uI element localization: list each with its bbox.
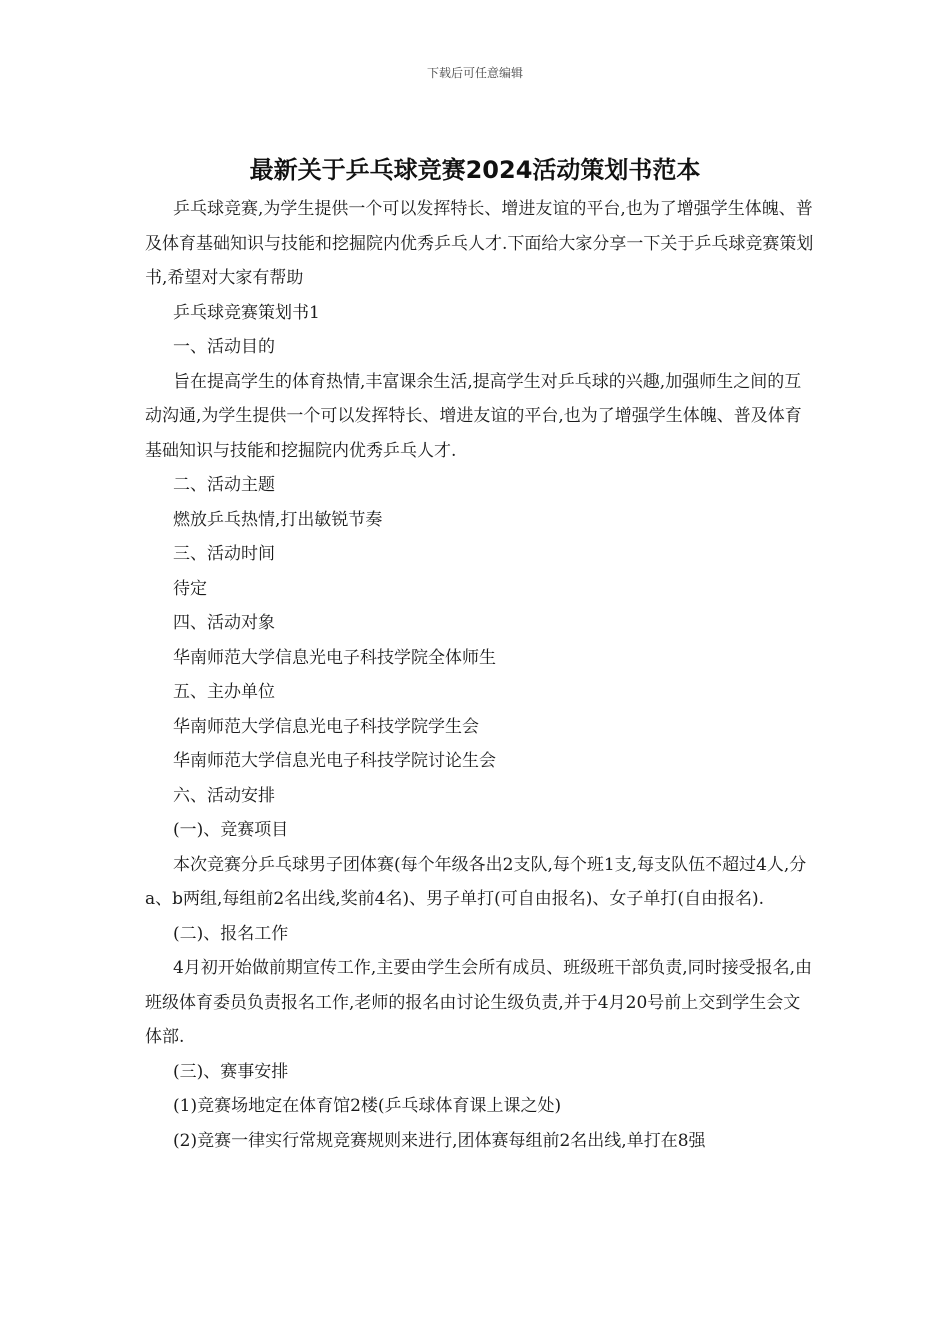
paragraph: 本次竞赛分乒乓球男子团体赛(每个年级各出2支队,每个班1支,每支队伍不超过4人,分a、b两组,每组前2名出线,奖前4名)、男子单打(可自由报名)、女子单打(自由报名). (145, 854, 807, 909)
document-title: 最新关于乒乓球竞赛2024活动策划书范本 (249, 156, 701, 184)
section-heading: 二、活动主题 (173, 475, 275, 495)
paragraph: 华南师范大学信息光电子科技学院学生会 (173, 716, 479, 737)
list-item: (2)竞赛一律实行常规竞赛规则来进行,团体赛每组前2名出线,单打在8强 (173, 1130, 706, 1151)
paragraph: 燃放乒乓热情,打出敏锐节奏 (173, 509, 383, 530)
section-heading: 六、活动安排 (173, 785, 275, 806)
subsection-heading: (一)、竞赛项目 (173, 820, 289, 840)
plan-heading: 乒乓球竞赛策划书1 (173, 302, 320, 323)
section-heading: 四、活动对象 (173, 613, 275, 633)
paragraph: 华南师范大学信息光电子科技学院讨论生会 (173, 751, 496, 771)
paragraph: 待定 (173, 578, 207, 599)
section-heading: 一、活动目的 (173, 337, 275, 357)
paragraph: 华南师范大学信息光电子科技学院全体师生 (173, 647, 496, 668)
page-header: 下载后可任意编辑 (426, 66, 523, 80)
document-body (145, 192, 815, 1158)
paragraph: 旨在提高学生的体育热情,丰富课余生活,提高学生对乒乓球的兴趣,加强师生之间的互动沟通,为学生提供一个可以发挥特长、增进友谊的平台,也为了增强学生体魄、普及体育基础知识与技能和挖掘院内优秀乒乓人才. (145, 371, 802, 461)
list-item: (1)竞赛场地定在体育馆2楼(乒乓球体育课上课之处) (173, 1096, 562, 1116)
section-heading: 三、活动时间 (173, 544, 275, 564)
subsection-heading: (三)、赛事安排 (173, 1061, 289, 1082)
intro-paragraph: 乒乓球竞赛,为学生提供一个可以发挥特长、增进友谊的平台,也为了增强学生体魄、普及体育基础知识与技能和挖掘院内优秀乒乓人才.下面给大家分享一下关于乒乓球竞赛策划书,希望对大家有帮助 (145, 199, 814, 288)
subsection-heading: (二)、报名工作 (173, 923, 289, 944)
section-heading: 五、主办单位 (173, 682, 275, 702)
paragraph: 4月初开始做前期宣传工作,主要由学生会所有成员、班级班干部负责,同时接受报名,由班级体育委员负责报名工作,老师的报名由讨论生级负责,并于4月20号前上交到学生会文体部. (145, 958, 813, 1047)
